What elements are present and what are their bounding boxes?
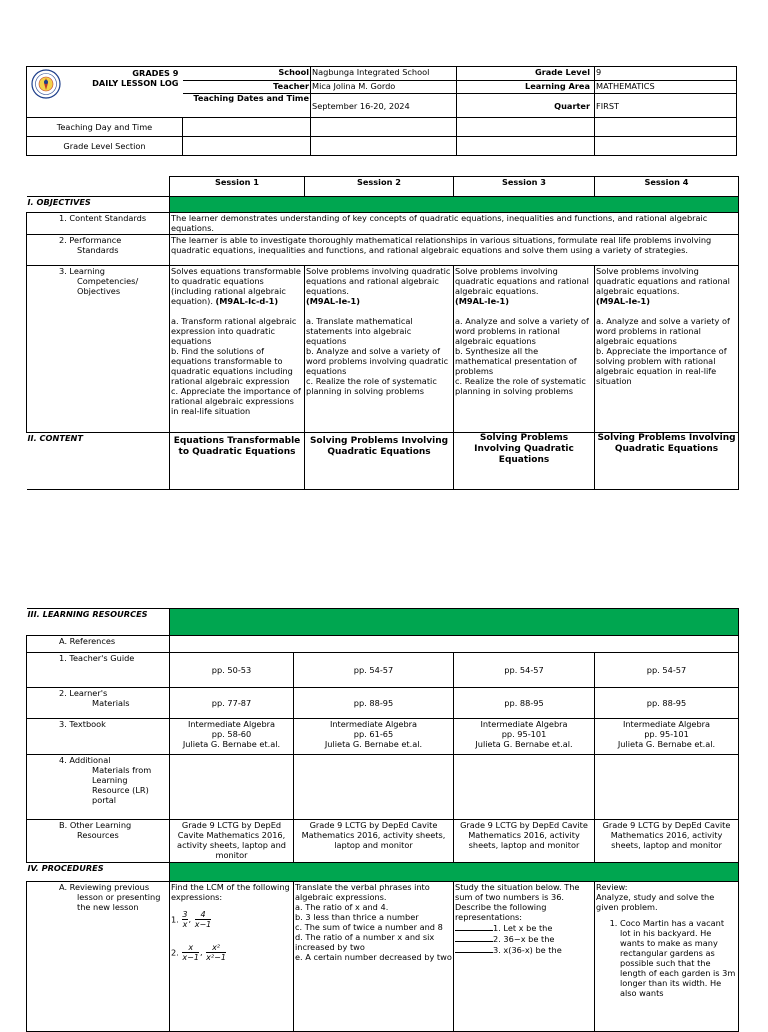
s2-review-intro: Translate the verbal phrases into algebraic expressions. xyxy=(295,882,430,902)
s4-review-cell xyxy=(595,882,739,1032)
s2-objective-a: a. Translate mathematical statements into algebraic equations xyxy=(306,316,413,346)
s1-item2-number: 2. xyxy=(171,947,179,958)
s3-competency-code: (M9AL-Ie-1) xyxy=(455,296,509,306)
quarter-value: FIRST xyxy=(595,94,737,118)
fraction-x2-over-x2-minus-1: $\frac{\text{x²}}{\text{x²−1}}$ xyxy=(206,943,226,962)
s2-textbook-pages: pp. 61-65 xyxy=(353,729,394,739)
add-label-line5: portal xyxy=(92,795,117,805)
teacher-label: Teacher xyxy=(183,81,311,94)
s2-textbook-author: Julieta G. Bernabe et.al. xyxy=(324,739,423,749)
s3-review-item-2: 2. 36−x be the xyxy=(455,933,593,944)
additional-materials-label xyxy=(27,755,170,820)
s1-content-topic: Equations Transformable to Quadratic Equations xyxy=(170,433,305,490)
s2-review-item-d: d. The ratio of a number x and six increased by two xyxy=(295,932,435,952)
s2-competency-cell xyxy=(305,266,454,433)
performance-label-line1: 2. Performance xyxy=(59,235,122,245)
s1-lcm-item-2: 2. $\frac{x}{x-1}$ , $\frac{\text{x²}}{\text{x²−1}}$ xyxy=(171,943,226,962)
add-label-line1: 4. Additional xyxy=(59,755,111,765)
s1-learners-materials: pp. 77-87 xyxy=(170,688,294,719)
teaching-day-time-label: Teaching Day and Time xyxy=(27,118,183,137)
section-cell-2 xyxy=(311,137,457,156)
references-cell xyxy=(170,636,739,653)
add-label-line2: Materials from xyxy=(92,765,152,775)
day-time-cell-3 xyxy=(457,118,595,137)
learning-area-value: MATHEMATICS xyxy=(595,81,737,94)
s2-review-item-e: e. A certain number decreased by two xyxy=(295,952,452,962)
s4-review-instruction: Analyze, study and solve the given problem. xyxy=(596,892,715,912)
s4-competency-text: Solve problems involving quadratic equations and rational algebraic equations. xyxy=(596,266,730,296)
s2-competency-text: Solve problems involving quadratic equations and rational algebraic equations. xyxy=(306,266,451,296)
s1-textbook-title: Intermediate Algebra xyxy=(187,719,276,729)
s4-additional-materials xyxy=(595,755,739,820)
quarter-label: Quarter xyxy=(457,94,595,118)
day-time-cell-4 xyxy=(595,118,737,137)
s3-objective-b: b. Synthesize all the mathematical presentation of problems xyxy=(455,346,577,376)
blank-corner xyxy=(27,177,170,197)
learners-materials-label xyxy=(27,688,170,719)
fraction-3-over-x: $\frac{3}{x}$ xyxy=(182,910,188,929)
learning-area-label: Learning Area xyxy=(457,81,595,94)
s3-review-cell xyxy=(454,882,595,1032)
s4-problem-1: 1. Coco Martin has a vacant lot in his backyard. He wants to make as many rectangular gardens as possible such that the length of each garden is 3m longer than its width. He also wants xyxy=(620,918,737,998)
s4-objective-a: a. Analyze and solve a variety of word problems in rational algebraic equations xyxy=(596,316,730,346)
s4-problem-list xyxy=(596,918,737,998)
s4-textbook-pages: pp. 95-101 xyxy=(644,729,689,739)
s2-competency-code: (M9AL-Ie-1) xyxy=(306,296,360,306)
s3-textbook xyxy=(454,719,595,755)
s3-content-topic: Solving Problems Involving Quadratic Equations xyxy=(454,433,595,490)
dates-label: Teaching Dates and Time xyxy=(183,94,311,118)
fraction-4-over-x-minus-1: $\frac{4}{x-1}$ xyxy=(194,910,212,929)
teacher-value: Mica Jolina M. Gordo xyxy=(311,81,457,94)
procedures-green-bar xyxy=(170,863,739,882)
s2-additional-materials xyxy=(294,755,454,820)
grade-level-value: 9 xyxy=(595,67,737,81)
s1-item1-number: 1. xyxy=(171,914,179,925)
s3-teachers-guide: pp. 54-57 xyxy=(454,653,595,688)
section-cell-1 xyxy=(183,137,311,156)
s2-teachers-guide: pp. 54-57 xyxy=(294,653,454,688)
section-cell-3 xyxy=(457,137,595,156)
s1-other-resources: Grade 9 LCTG by DepEd Cavite Mathematics 2016, activity sheets, laptop and monitor xyxy=(170,820,294,863)
s2-textbook-title: Intermediate Algebra xyxy=(329,719,418,729)
a-label-line3: the new lesson xyxy=(77,902,139,912)
lc-label-line3: Objectives xyxy=(77,286,121,296)
reviewing-lesson-label xyxy=(27,882,170,1032)
s1-review-intro: Find the LCM of the following expressions: xyxy=(171,882,290,902)
session-2-header: Session 2 xyxy=(305,177,454,197)
session-4-header: Session 4 xyxy=(595,177,739,197)
s4-competency-cell xyxy=(595,266,739,433)
lc-label-line1: 3. Learning xyxy=(59,266,105,276)
learning-competencies-label xyxy=(27,266,170,433)
s3-textbook-author: Julieta G. Bernabe et.al. xyxy=(475,739,573,749)
session-3-header: Session 3 xyxy=(454,177,595,197)
s2-review-item-b: b. 3 less than thrice a number xyxy=(295,912,419,922)
fraction-x-over-x-minus-1: $\frac{x}{x-1}$ xyxy=(182,943,199,962)
s1-competency-text: Solves equations transformable to quadratic equations (including rational algebraic equation). xyxy=(171,266,301,306)
dates-value: September 16-20, 2024 xyxy=(311,94,457,118)
content-heading: II. CONTENT xyxy=(27,433,170,490)
s3-competency-cell xyxy=(454,266,595,433)
s1-review-cell xyxy=(170,882,294,1032)
s4-learners-materials: pp. 88-95 xyxy=(595,688,739,719)
day-time-cell-1 xyxy=(183,118,311,137)
s3-textbook-pages: pp. 95-101 xyxy=(501,729,547,739)
content-standards-label: 1. Content Standards xyxy=(27,213,170,235)
s1-competency-code: (M9AL-Ic-d-1) xyxy=(215,296,279,306)
other-label-line2: Resources xyxy=(77,830,119,840)
other-resources-label xyxy=(27,820,170,863)
s2-review-item-c: c. The sum of twice a number and 8 xyxy=(295,922,443,932)
header-title-cell xyxy=(27,67,183,118)
grades-label: GRADES 9 xyxy=(132,68,179,78)
s3-additional-materials xyxy=(454,755,595,820)
add-label-line3: Learning xyxy=(92,775,128,785)
s4-objective-b: b. Appreciate the importance of solving problem with rational algebraic equation in real-life situation xyxy=(596,346,727,386)
grade-level-label: Grade Level xyxy=(457,67,595,81)
s4-textbook xyxy=(595,719,739,755)
s4-other-resources: Grade 9 LCTG by DepEd Cavite Mathematics 2016, activity sheets, laptop and monitor xyxy=(595,820,739,863)
objectives-green-bar xyxy=(170,197,739,213)
textbook-label: 3. Textbook xyxy=(27,719,170,755)
s2-review-cell xyxy=(294,882,454,1032)
s3-learners-materials: pp. 88-95 xyxy=(454,688,595,719)
s1-lcm-item-1: 1. $\frac{3}{x}$ , $\frac{4}{x-1}$ xyxy=(171,910,212,929)
s3-competency-text: Solve problems involving quadratic equations and rational algebraic equations. xyxy=(455,266,589,296)
s3-objective-a: a. Analyze and solve a variety of word problems in rational algebraic equations xyxy=(455,316,589,346)
s1-competency-cell xyxy=(170,266,305,433)
s1-objective-c: c. Appreciate the importance of rational algebraic expressions in real-life situation xyxy=(171,386,301,416)
s3-review-item-3: 3. x(36-x) be the xyxy=(455,944,593,955)
grade-level-section-label: Grade Level Section xyxy=(27,137,183,156)
performance-label-line2: Standards xyxy=(77,245,119,255)
school-value: Nagbunga Integrated School xyxy=(311,67,457,81)
s1-textbook-pages: pp. 58-60 xyxy=(211,729,252,739)
section-cell-4 xyxy=(595,137,737,156)
session-1-header: Session 1 xyxy=(170,177,305,197)
references-label: A. References xyxy=(27,636,170,653)
header-table xyxy=(26,66,737,156)
a-label-line2: lesson or presenting xyxy=(77,892,161,902)
learning-resources-heading: III. LEARNING RESOURCES xyxy=(27,609,170,636)
s2-learners-materials: pp. 88-95 xyxy=(294,688,454,719)
s4-review-heading: Review: xyxy=(596,882,628,892)
lc-label-line2: Competencies/ xyxy=(77,276,139,286)
lm-label-line1: 2. Learner's xyxy=(59,688,108,698)
s1-teachers-guide: pp. 50-53 xyxy=(170,653,294,688)
add-label-line4: Resource (LR) xyxy=(92,785,149,795)
school-label: School xyxy=(183,67,311,81)
s3-other-resources: Grade 9 LCTG by DepEd Cavite Mathematics 2016, activity sheets, laptop and monitor xyxy=(454,820,595,863)
s1-textbook-author: Julieta G. Bernabe et.al. xyxy=(182,739,281,749)
teachers-guide-label: 1. Teacher's Guide xyxy=(27,653,170,688)
s3-review-item-1: 1. Let x be the xyxy=(455,922,593,933)
s3-textbook-title: Intermediate Algebra xyxy=(480,719,568,729)
lm-label-line2: Materials xyxy=(92,698,130,708)
s2-objective-c: c. Realize the role of systematic planning in solving problems xyxy=(306,376,437,396)
s3-review-intro: Study the situation below. The sum of two numbers is 36. Describe the following representations: xyxy=(455,882,580,922)
s3-objective-c: c. Realize the role of systematic planning in solving problems xyxy=(455,376,586,396)
s4-competency-code: (M9AL-Ie-1) xyxy=(596,296,650,306)
resources-procedures-table xyxy=(26,608,739,1032)
s1-objective-a: a. Transform rational algebraic expression into quadratic equations xyxy=(171,316,297,346)
s4-teachers-guide: pp. 54-57 xyxy=(595,653,739,688)
s2-textbook xyxy=(294,719,454,755)
content-standards-text: The learner demonstrates understanding of key concepts of quadratic equations, inequalities and functions, and rational algebraic equations. xyxy=(170,213,739,235)
s4-content-topic: Solving Problems Involving Quadratic Equations xyxy=(595,433,739,490)
s1-additional-materials xyxy=(170,755,294,820)
s1-textbook xyxy=(170,719,294,755)
s1-objective-b: b. Find the solutions of equations transformable to quadratic equations including rational algebraic expression xyxy=(171,346,293,386)
objectives-table xyxy=(26,176,739,490)
s4-textbook-author: Julieta G. Bernabe et.al. xyxy=(617,739,716,749)
deped-seal-icon xyxy=(31,69,61,99)
s2-review-item-a: a. The ratio of x and 4. xyxy=(295,902,389,912)
s4-textbook-title: Intermediate Algebra xyxy=(622,719,711,729)
a-label-line1: A. Reviewing previous xyxy=(59,882,150,892)
procedures-heading: IV. PROCEDURES xyxy=(27,863,170,882)
performance-standards-text: The learner is able to investigate thoroughly mathematical relationships in various situations, formulate real life problems involving quadratic equations, inequalities and functions, and rational algebraic equations and solve them using a variety of strategies. xyxy=(170,235,739,266)
resources-green-bar xyxy=(170,609,739,636)
day-time-cell-2 xyxy=(311,118,457,137)
other-label-line1: B. Other Learning xyxy=(59,820,132,830)
daily-lesson-log-label: DAILY LESSON LOG xyxy=(92,78,179,88)
s2-objective-b: b. Analyze and solve a variety of word problems involving quadratic equations xyxy=(306,346,449,376)
s2-other-resources: Grade 9 LCTG by DepEd Cavite Mathematics 2016, activity sheets, laptop and monitor xyxy=(294,820,454,863)
performance-standards-label xyxy=(27,235,170,266)
s2-content-topic: Solving Problems Involving Quadratic Equations xyxy=(305,433,454,490)
objectives-heading: I. OBJECTIVES xyxy=(27,197,170,213)
